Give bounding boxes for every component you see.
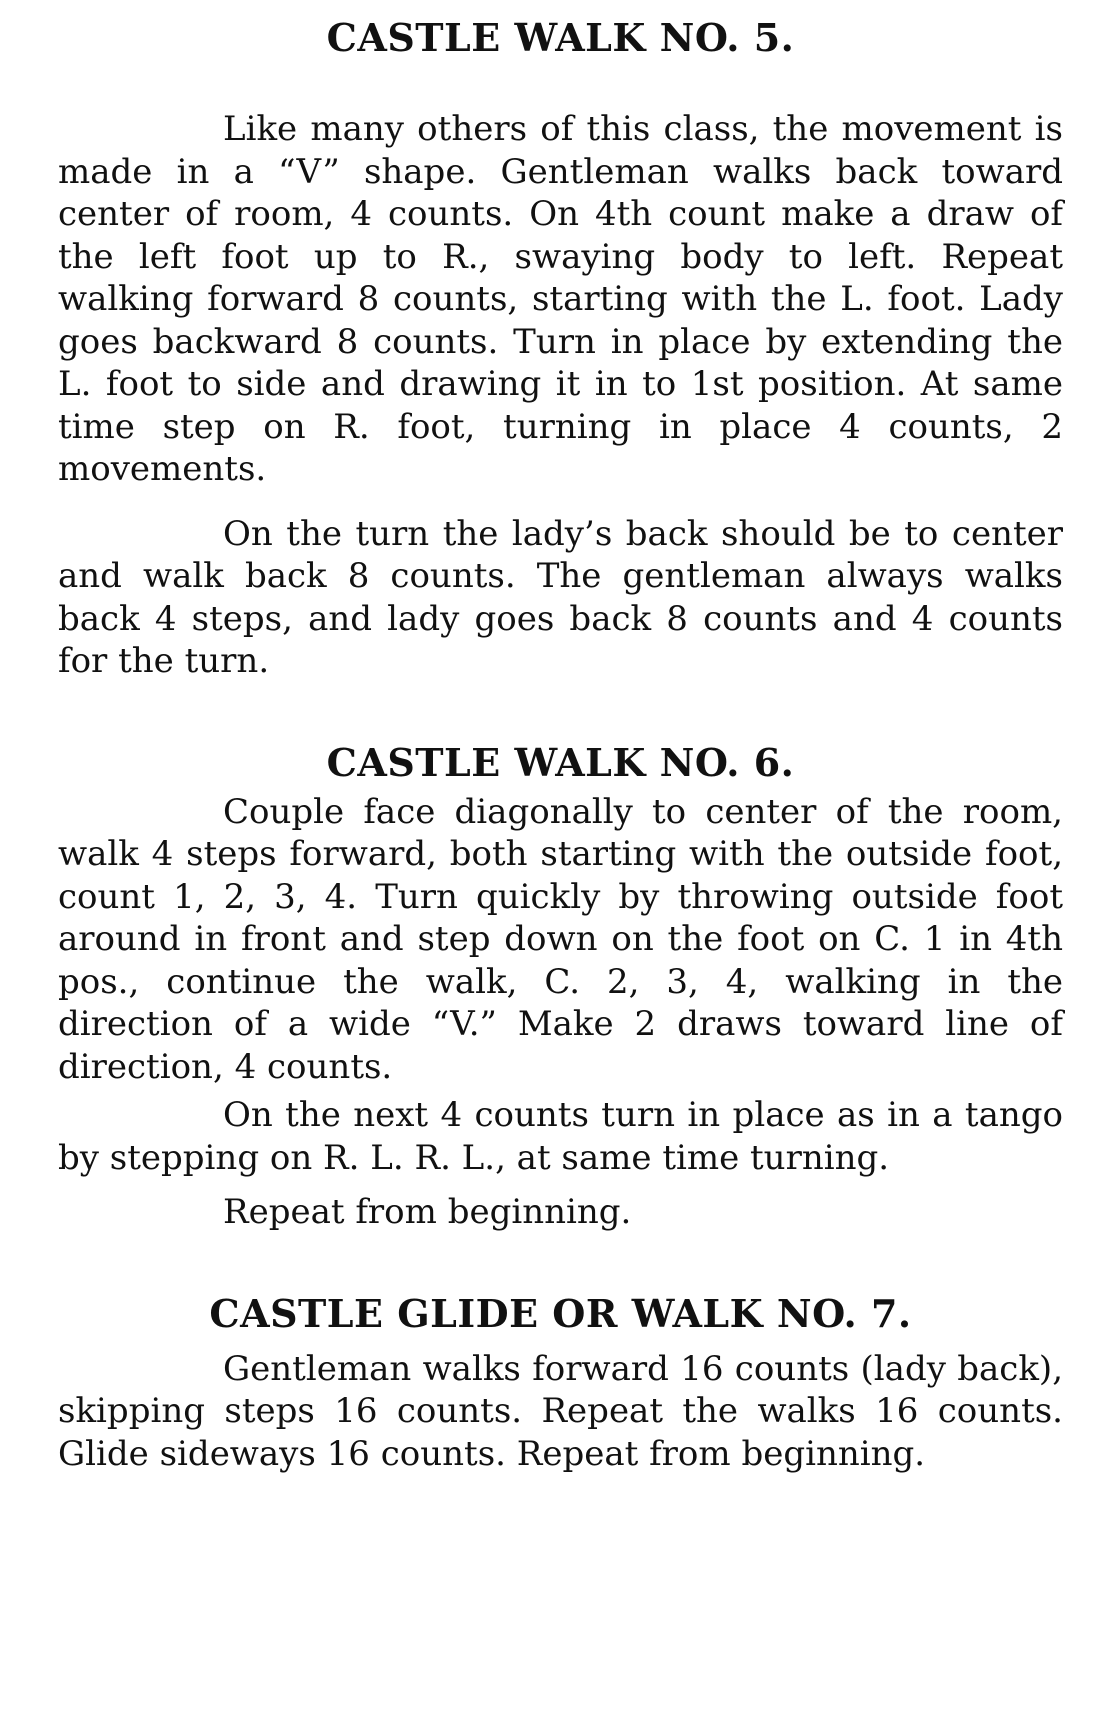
document-page (58, 14, 1063, 1475)
paragraph: On the next 4 counts turn in place as in a tango by stepping on R. L. R. L., at same time turning. (58, 1095, 1063, 1178)
paragraph: Couple face diagonally to center of the room, walk 4 steps forward, both starting with the outside foot, count 1, 2, 3, 4. Turn quickly by throwing outside foot around in front and step down on the foot on C. 1 in 4th pos., continue the walk, C. 2, 3, 4, walking in the direction of a wide “V.” Make 2 draws toward line of direction, 4 counts. (58, 791, 1063, 1087)
section-castle-walk-5 (58, 14, 1063, 683)
section-heading: CASTLE WALK NO. 6. (326, 739, 795, 785)
section-heading: CASTLE GLIDE OR WALK NO. 7. (209, 1290, 912, 1336)
paragraph: Gentleman walks forward 16 counts (lady back), skipping steps 16 counts. Repeat the walks 16 counts. Glide sideways 16 counts. Repeat from beginning. (58, 1348, 1063, 1474)
paragraph: Repeat from beginning. (223, 1192, 632, 1232)
paragraph: Like many others of this class, the movement is made in a “V” shape. Gentleman walks back toward center of room, 4 counts. On 4th count make a draw of the left foot up to R., swaying body to left. Repeat walking forward 8 counts, starting with the L. foot. Lady goes backward 8 counts. Turn in place by extending the L. foot to side and drawing it in to 1st position. At same time step on R. foot, turning in place 4 counts, 2 movements. (58, 109, 1063, 489)
section-heading: CASTLE WALK NO. 5. (326, 15, 795, 60)
section-castle-walk-6 (58, 739, 1063, 1234)
paragraph: On the turn the lady’s back should be to center and walk back 8 counts. The gentleman always walks back 4 steps, and lady goes back 8 counts and 4 counts for the turn. (58, 513, 1063, 681)
section-castle-glide-7 (58, 1290, 1063, 1476)
